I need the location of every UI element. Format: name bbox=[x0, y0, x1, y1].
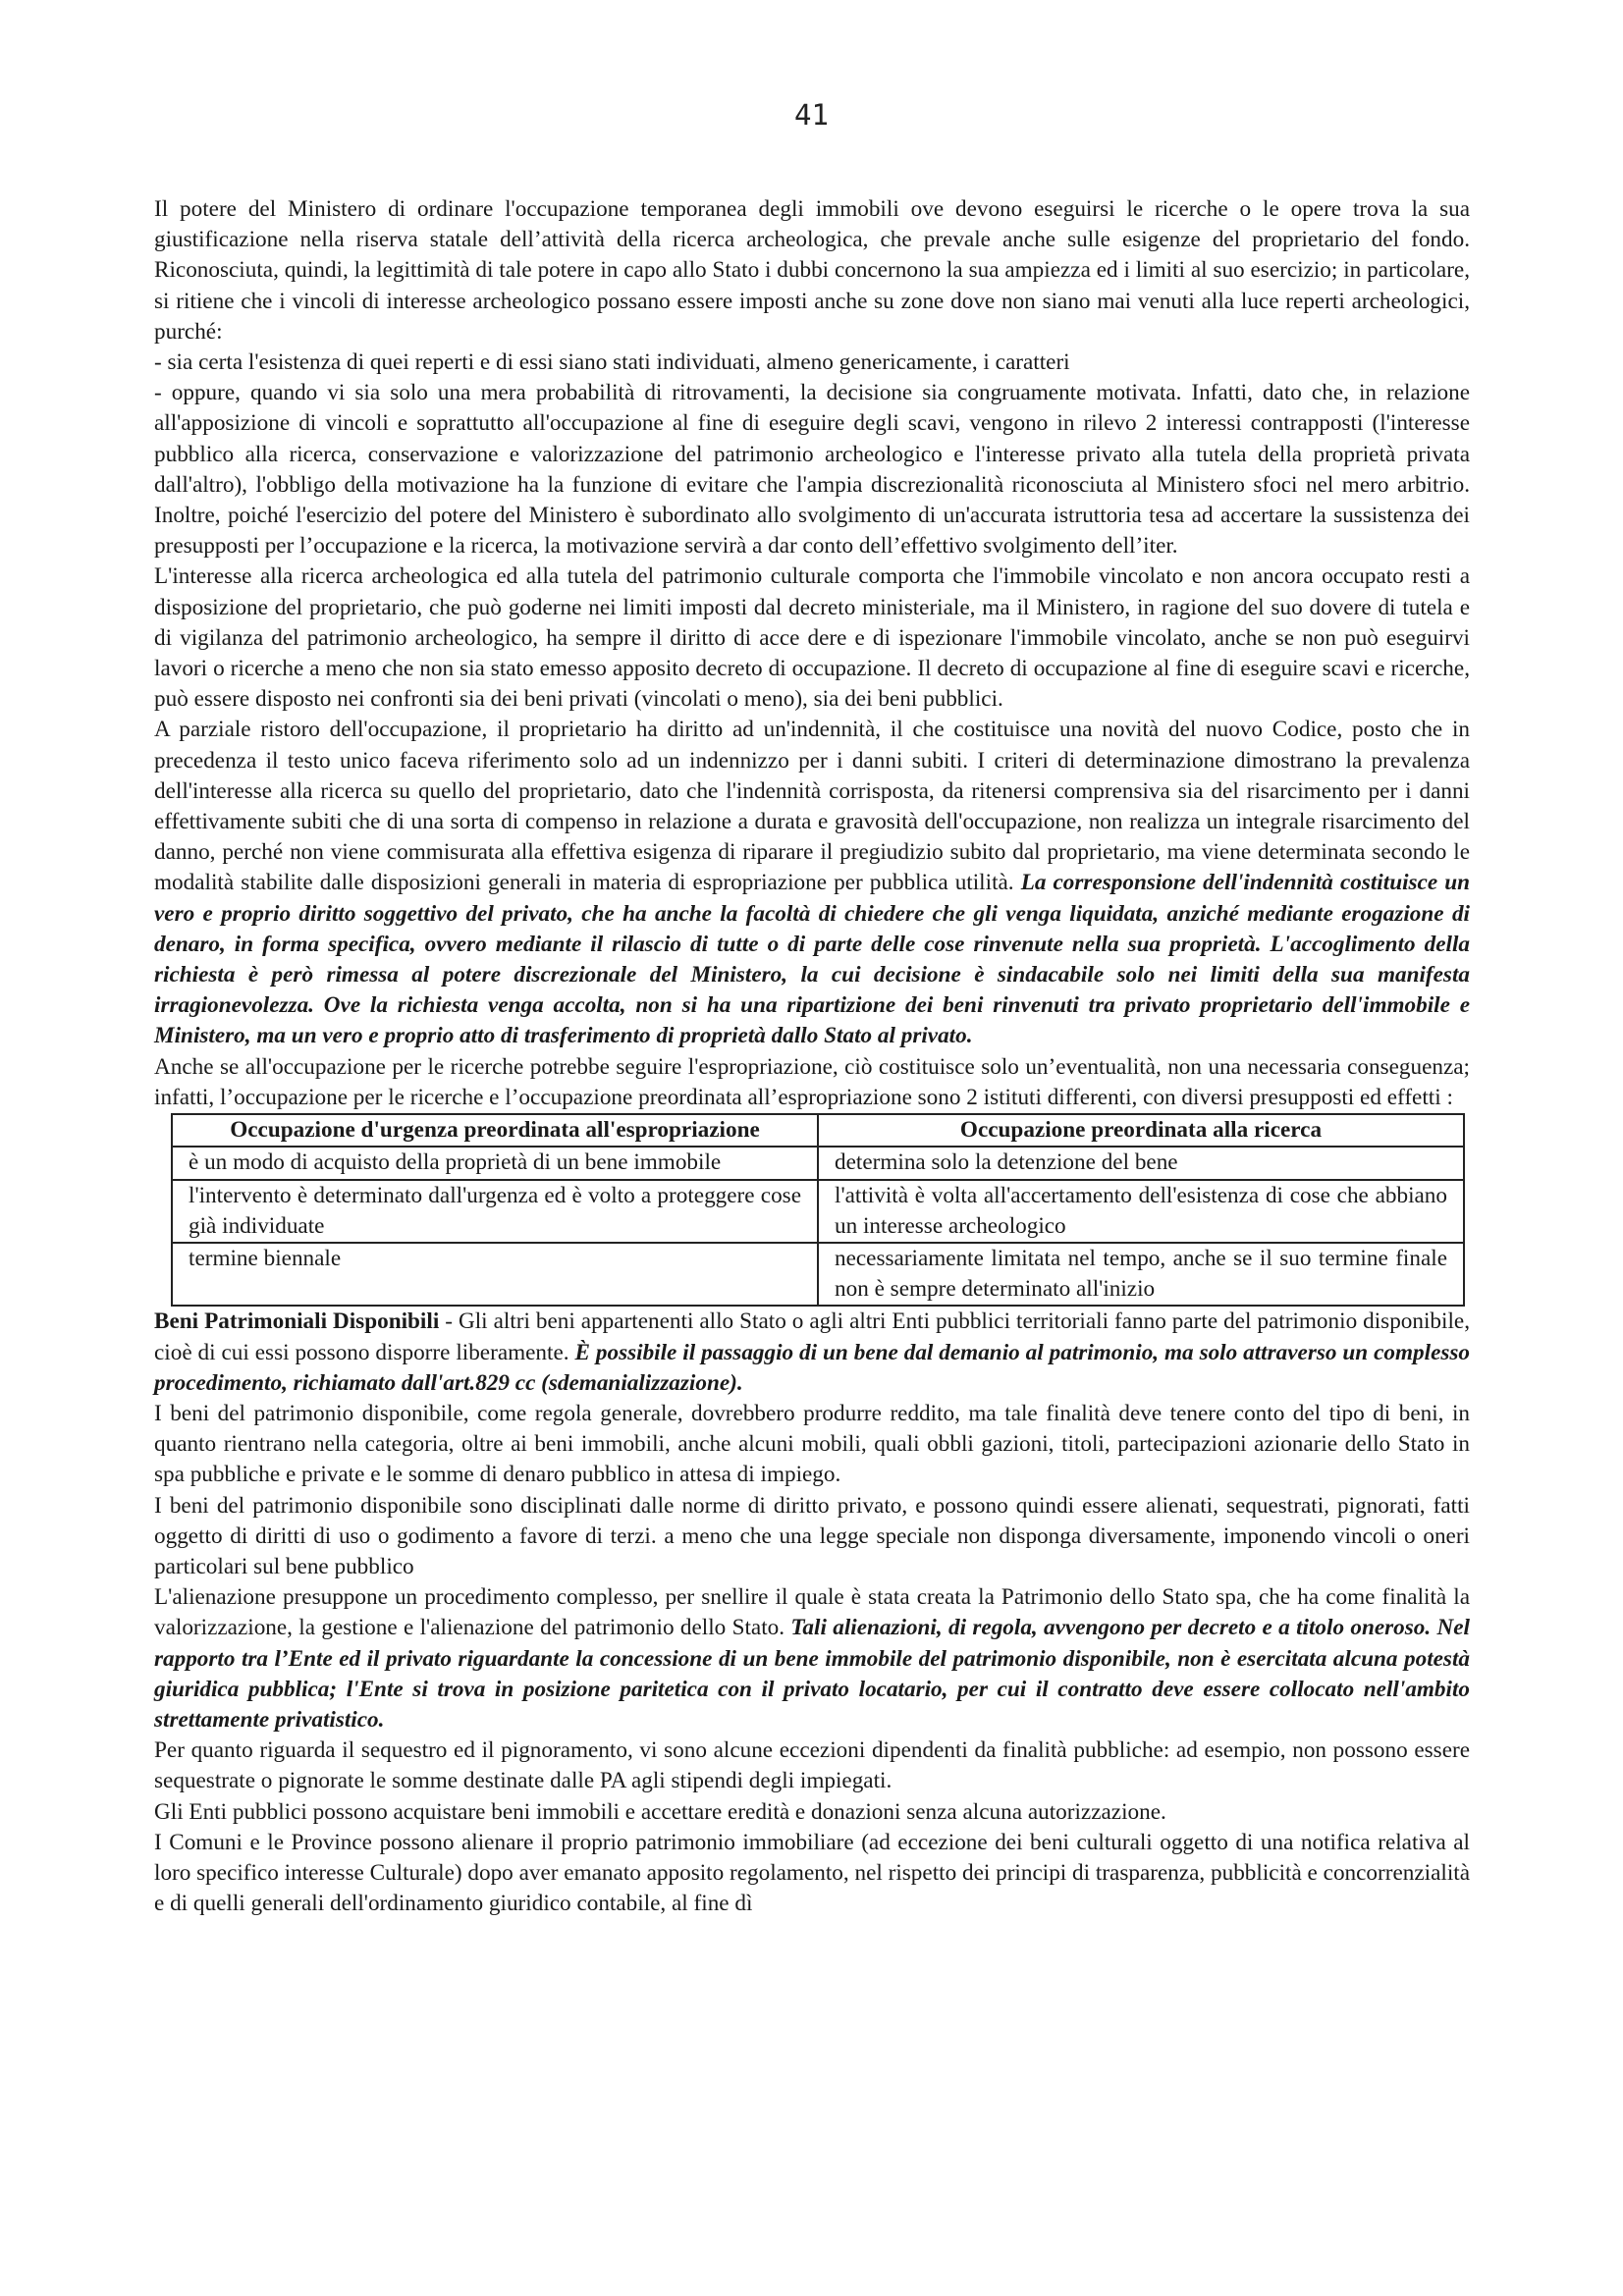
text-run: A parziale ristoro dell'occupazione, il proprietario ha diritto ad un'indennità, il che costituisce una novità del nuovo Codice, posto che in precedenza il testo unico faceva riferimento solo ad un indennizzo per i danni subiti. I criteri di determinazione dimostrano la prevalenza dell'interesse alla ricerca su quello del proprietario, dato che l'indennità corrisposta, da ritenersi comprensiva sia del risarcimento per i danni effettivamente subiti che di una sorta di compenso in relazione a durata e gravosità dell'occupazione, non realizza un integrale risarcimento del danno, perché non viene commisurata alla effettiva esigenza di riparare il pregiudizio subito dal proprietario, ma viene determinata secondo le modalità stabilite dalle disposizioni generali in materia di espropriazione per pubblica utilità. bbox=[154, 717, 1470, 896]
paragraph: - sia certa l'esistenza di quei reperti e di essi siano stati individuati, almeno genericamente, i caratteri bbox=[154, 349, 1070, 376]
paragraph bbox=[154, 1582, 1470, 1735]
table-header: Occupazione preordinata alla ricerca bbox=[818, 1114, 1464, 1147]
paragraph: I Comuni e le Province possono alienare il proprio patrimonio immobiliare (ad eccezione dei beni culturali oggetto di una notifica relativa al loro specifico interesse Culturale) dopo aver emanato apposito regolamento, nel rispetto dei principi di trasparenza, pubblicità e concorrenzialità e di quelli generali dell'ordinamento giuridico contabile, al fine dì bbox=[154, 1829, 1470, 1917]
text-run: - Gli altri beni appartenenti allo Stato o agli altri Enti pubblici territoriali fanno parte del patrimonio disponibile, cioè di cui essi possono disporre liberamente. bbox=[154, 1308, 1470, 1365]
comparison-table bbox=[171, 1113, 1465, 1307]
paragraph: - oppure, quando vi sia solo una mera probabilità di ritrovamenti, la decisione sia congruamente motivata. Infatti, dato che, in relazione all'apposizione di vincoli e soprattutto all'occupazione al fine di eseguire degli scavi, vengono in rilevo 2 interessi contrapposti (l'interesse pubblico alla ricerca, conservazione e valorizzazione del patrimonio archeologico e l'interesse privato alla tutela della proprietà privata dall'altro), l'obbligo della motivazione ha la funzione di evitare che l'ampia discrezionalità riconosciuta al Ministero sfoci nel mero arbitrio. Inoltre, poiché l'esercizio del potere del Ministero è subordinato allo svolgimento di un'accurata istruttoria tesa ad accertare la sussistenza dei presupposti per l’occupazione e la ricerca, la motivazione servirà a dar conto dell’effettivo svolgimento dell’iter. bbox=[154, 380, 1470, 560]
paragraph: Per quanto riguarda il sequestro ed il pignoramento, vi sono alcune eccezioni dipendenti da finalità pubbliche: ad esempio, non possono essere sequestrate o pignorate le somme destinate dalle PA agli stipendi degli impiegati. bbox=[154, 1737, 1470, 1794]
emphasized-text: È possibile il passaggio di un bene dal demanio al patrimonio, ma solo attraverso un complesso procedimento, richiamato dall'art.829 cc (sdemanializzazione). bbox=[154, 1339, 1471, 1396]
table-row bbox=[172, 1147, 1464, 1179]
table-row bbox=[172, 1180, 1464, 1243]
paragraph: I beni del patrimonio disponibile, come regola generale, dovrebbero produrre reddito, ma tale finalità deve tenere conto del tipo di beni, in quanto rientrano nella categoria, oltre ai beni immobili, anche alcuni mobili, quali obbli gazioni, titoli, partecipazioni azionarie dello Stato in spa pubbliche e private e le somme di denaro pubblico in attesa di impiego. bbox=[154, 1400, 1470, 1488]
emphasized-text: Tali alienazioni, di regola, avvengono per decreto e a titolo oneroso. Nel rapporto tra l’Ente ed il privato riguardante la concessione di un bene immobile del patrimonio disponibile, non è esercitata alcuna potestà giuridica pubblica; l'Ente si trova in posizione paritetica con il privato locatario, per cui il contratto deve essere collocato nell'ambito strettamente privatistico. bbox=[154, 1615, 1470, 1733]
table-header-row bbox=[172, 1114, 1464, 1147]
emphasized-text: La corresponsione dell'indennità costituisce un vero e proprio diritto soggettivo del privato, che ha anche la facoltà di chiedere che gli venga liquidata, anziché mediante erogazione di denaro, in forma specifica, ovvero mediante il rilascio di tutte o di parte delle cose rinvenute nella sua proprietà. L'accoglimento della richiesta è però rimessa al potere discrezionale del Ministero, la cui decisione è sindacabile solo nei limiti della sua manifesta irragionevolezza. Ove la richiesta venga accolta, non si ha una ripartizione dei beni rinvenuti tra privato proprietario dell'immobile e Ministero, ma un vero e proprio atto di trasferimento di proprietà dallo Stato al privato. bbox=[154, 870, 1471, 1049]
table-cell: l'intervento è determinato dall'urgenza ed è volto a proteggere cose già individuate bbox=[172, 1180, 818, 1243]
section-heading: Beni Patrimoniali Disponibili bbox=[154, 1308, 440, 1335]
paragraph: L'interesse alla ricerca archeologica ed alla tutela del patrimonio culturale comporta che l'immobile vincolato e non ancora occupato resti a disposizione del proprietario, che può goderne nei limiti imposti dal decreto ministeriale, ma il Ministero, in ragione del suo dovere di tutela e di vigilanza del patrimonio archeologico, ha sempre il diritto di acce dere e di ispezionare l'immobile vincolato, anche se non può eseguirvi lavori o ricerche a meno che non sia stato emesso apposito decreto di occupazione. Il decreto di occupazione al fine di eseguire scavi e ricerche, può essere disposto nei confronti sia dei beni privati (vincolati o meno), sia dei beni pubblici. bbox=[154, 563, 1470, 713]
text-run: L'alienazione presuppone un procedimento complesso, per snellire il quale è stata creata la Patrimonio dello Stato spa, che ha come finalità la valorizzazione, la gestione e l'alienazione del patrimonio dello Stato. bbox=[154, 1584, 1470, 1641]
document-body bbox=[154, 194, 1470, 1919]
paragraph: Anche se all'occupazione per le ricerche potrebbe seguire l'espropriazione, ciò costituisce solo un’eventualità, non una necessaria conseguenza; infatti, l’occupazione per le ricerche e l’occupazione preordinata all’espropriazione sono 2 istituti differenti, con diversi presupposti ed effetti : bbox=[154, 1053, 1470, 1110]
paragraph bbox=[154, 715, 1470, 1051]
table-cell: l'attività è volta all'accertamento dell'esistenza di cose che abbiano un interesse archeologico bbox=[818, 1180, 1464, 1243]
table-cell: necessariamente limitata nel tempo, anche se il suo termine finale non è sempre determinato all'inizio bbox=[818, 1243, 1464, 1306]
table-cell: termine biennale bbox=[172, 1243, 818, 1306]
paragraph: Gli Enti pubblici possono acquistare beni immobili e accettare eredità e donazioni senza alcuna autorizzazione. bbox=[154, 1798, 1166, 1825]
table-cell: è un modo di acquisto della proprietà di un bene immobile bbox=[172, 1147, 818, 1179]
paragraph: Il potere del Ministero di ordinare l'occupazione temporanea degli immobili ove devono eseguirsi le ricerche o le opere trova la sua giustificazione nella riserva statale dell’attività della ricerca archeologica, che prevale anche sulle esigenze del proprietario del fondo. Riconosciuta, quindi, la legittimità di tale potere in capo allo Stato i dubbi concernono la sua ampiezza ed i limiti al suo esercizio; in particolare, si ritiene che i vincoli di interesse archeologico possano essere imposti anche su zone dove non siano mai venuti alla luce reperti archeologici, purché: bbox=[154, 196, 1470, 345]
paragraph bbox=[154, 1307, 1470, 1399]
paragraph: I beni del patrimonio disponibile sono disciplinati dalle norme di diritto privato, e possono quindi essere alienati, sequestrati, pignorati, fatti oggetto di diritti di uso o godimento a favore di terzi. a meno che una legge speciale non disponga diversamente, imponendo vincoli o oneri particolari sul bene pubblico bbox=[154, 1492, 1470, 1579]
table-cell: determina solo la detenzione del bene bbox=[818, 1147, 1464, 1179]
table-row bbox=[172, 1243, 1464, 1306]
table-header: Occupazione d'urgenza preordinata all'espropriazione bbox=[172, 1114, 818, 1147]
page-number: 41 bbox=[794, 98, 829, 132]
